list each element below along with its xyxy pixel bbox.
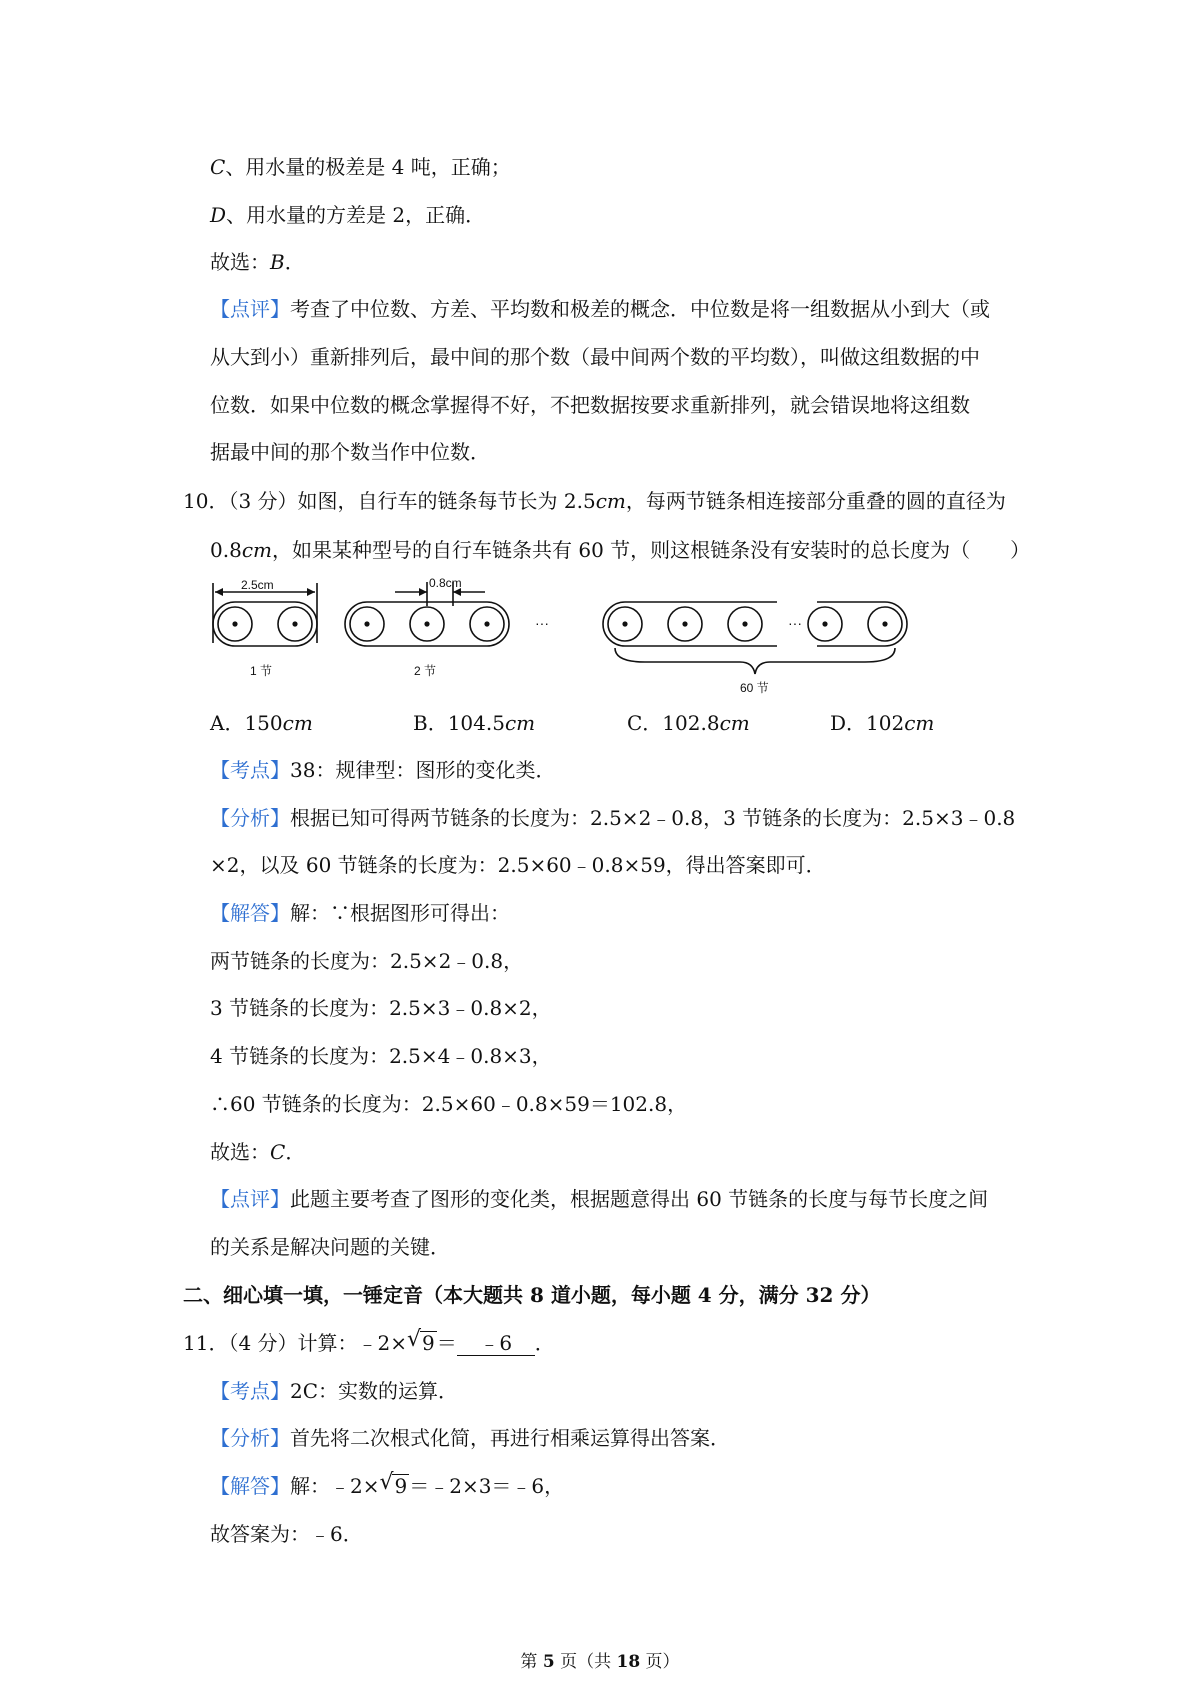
caption-60-links: 60 节 [740, 681, 769, 695]
jieda-tag: 【解答】 [210, 901, 290, 925]
sqrt-expression: √ 9 [407, 1327, 435, 1355]
kaodian-tag: 【考点】 [210, 758, 290, 782]
q10-step-4: ∴60 节链条的长度为：2.5×60﹣0.8×59＝102.8， [210, 1092, 688, 1116]
q10-comment-line-2: 的关系是解决问题的关键． [210, 1235, 450, 1259]
jieda-tag: 【解答】 [210, 1474, 290, 1498]
q11-answer-blank[interactable]: ﹣6 [457, 1331, 535, 1356]
q10-fenxi-line-1: 【分析】根据已知可得两节链条的长度为：2.5×2﹣0.8，3 节链条的长度为：2.5×3﹣0.8 [210, 806, 1016, 830]
chain-figure [205, 578, 985, 698]
section-2-heading: 二、细心填一填，一锤定音（本大题共 8 道小题，每小题 4 分，满分 32 分） [183, 1283, 881, 1307]
sqrt-expression: √ 9 [379, 1470, 408, 1498]
caption-1-link: 1 节 [250, 664, 273, 678]
q11-jieda: 【解答】解：﹣2× √ 9 ＝﹣2×3＝﹣6， [210, 1471, 564, 1501]
fenxi-tag: 【分析】 [210, 1426, 290, 1450]
q10-option-c[interactable]: C．102.8cm [627, 711, 750, 735]
q10-stem-line-1: 10．（3 分）如图，自行车的链条每节长为 2.5cm，每两节链条相连接部分重叠的圆的直径为 [183, 489, 1006, 513]
q10-stem-line-2: 0.8cm，如果某种型号的自行车链条共有 60 节，则这根链条没有安装时的总长度为（ ） [210, 538, 1031, 562]
q10-fenxi-line-2: ×2，以及 60 节链条的长度为：2.5×60﹣0.8×59，得出答案即可． [210, 853, 826, 877]
q10-step-2: 3 节链条的长度为：2.5×3﹣0.8×2， [210, 996, 552, 1020]
q10-option-d[interactable]: D．102cm [830, 711, 935, 735]
prev-answer: 故选：B． [210, 250, 305, 274]
q10-step-3: 4 节链条的长度为：2.5×4﹣0.8×3， [210, 1044, 552, 1068]
q10-step-1: 两节链条的长度为：2.5×2﹣0.8， [210, 949, 524, 973]
comment-tag: 【点评】 [210, 1187, 290, 1211]
q11-fenxi: 【分析】首先将二次根式化简，再进行相乘运算得出答案． [210, 1426, 730, 1450]
q10-option-b[interactable]: B．104.5cm [413, 711, 536, 735]
prev-comment-line-2: 从大到小）重新排列后，最中间的那个数（最中间两个数的平均数），叫做这组数据的中 [210, 345, 980, 369]
q10-jieda: 【解答】解：∵根据图形可得出： [210, 901, 510, 925]
prev-comment-line-1: 【点评】考查了中位数、方差、平均数和极差的概念．中位数是将一组数据从小到大（或 [210, 297, 990, 321]
radical-sign-icon: √ [407, 1327, 422, 1352]
q11-stem: 11．（4 分）计算：﹣2× √ 9 ＝ ﹣6 ． [183, 1328, 555, 1358]
comment-tag: 【点评】 [210, 297, 290, 321]
q10-kaodian: 【考点】38：规律型：图形的变化类． [210, 758, 556, 782]
prev-comment-line-3: 位数．如果中位数的概念掌握得不好，不把数据按要求重新排列，就会错误地将这组数 [210, 393, 970, 417]
dim-label-link-length: 2.5cm [241, 578, 274, 592]
ellipsis: ··· [535, 615, 549, 631]
q11-kaodian: 【考点】2C：实数的运算． [210, 1379, 459, 1403]
page-number: 5 [542, 1652, 555, 1672]
option-d-explanation: D、用水量的方差是 2，正确． [210, 203, 486, 227]
page-footer: 第 5 页（共 18 页） [520, 1652, 680, 1672]
ellipsis-mid: ··· [788, 615, 802, 631]
caption-2-links: 2 节 [414, 664, 437, 678]
q10-option-a[interactable]: A．150cm [210, 711, 313, 735]
q10-comment-line-1: 【点评】此题主要考查了图形的变化类，根据题意得出 60 节链条的长度与每节长度之间 [210, 1187, 989, 1211]
dim-label-overlap: 0.8cm [429, 578, 462, 590]
page-total: 18 [616, 1652, 641, 1672]
radical-sign-icon: √ [379, 1470, 394, 1495]
option-c-explanation: C、用水量的极差是 4 吨，正确； [210, 155, 511, 179]
fenxi-tag: 【分析】 [210, 806, 290, 830]
q10-answer: 故选：C． [210, 1140, 306, 1164]
kaodian-tag: 【考点】 [210, 1379, 290, 1403]
q11-final-answer: 故答案为：﹣6． [210, 1522, 363, 1546]
prev-comment-line-4: 据最中间的那个数当作中位数． [210, 440, 490, 464]
